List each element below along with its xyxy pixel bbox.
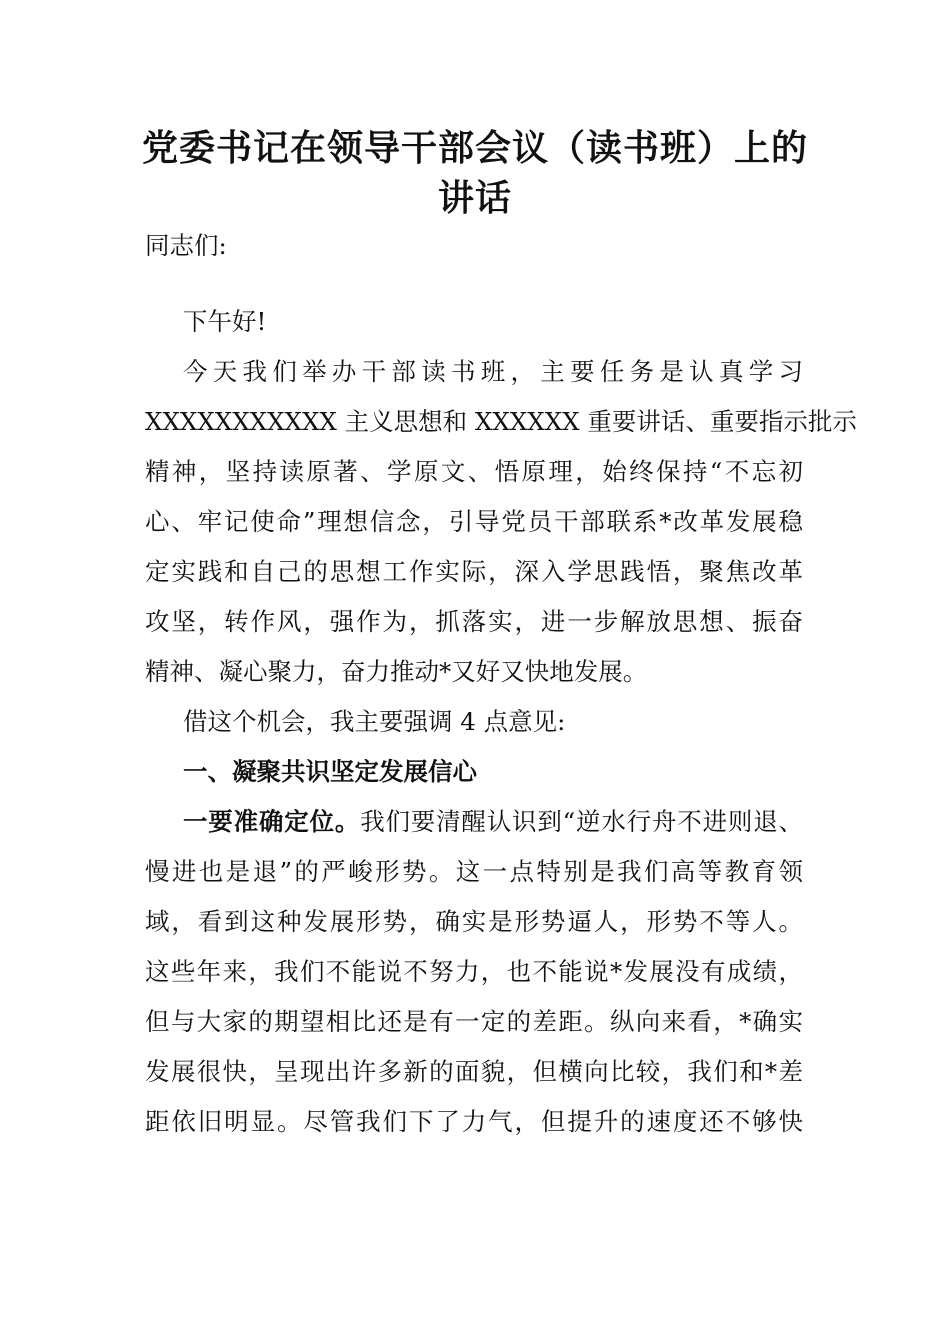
paragraph-line: 今天我们举办干部读书班，主要任务是认真学习: [183, 357, 803, 386]
paragraph-line: 但与大家的期望相比还是有一定的差距。纵向来看，*确实: [145, 1007, 803, 1036]
paragraph-line: 攻坚，转作风，强作为，抓落实，进一步解放思想、振奋: [145, 607, 803, 636]
document-title-line-1: 党委书记在领导干部会议（读书班）上的: [141, 127, 808, 169]
greeting: 下午好!: [183, 307, 267, 336]
paragraph-line: XXXXXXXXXXX 主义思想和 XXXXXX 重要讲话、重要指示批示: [145, 407, 857, 436]
paragraph-line: 域，看到这种发展形势，确实是形势逼人，形势不等人。: [145, 907, 803, 936]
paragraph-line: 这些年来，我们不能说不努力，也不能说*发展没有成绩，: [145, 957, 803, 986]
paragraph-line: 距依旧明显。尽管我们下了力气，但提升的速度还不够快: [145, 1107, 803, 1136]
paragraph-line: 精神、凝心聚力，奋力推动*又好又快地发展。: [145, 657, 648, 686]
intro-line: 借这个机会，我主要强调 4 点意见:: [183, 707, 566, 736]
point-lead: 一要准确定位。: [183, 807, 361, 836]
paragraph-line: 发展很快，呈现出许多新的面貌，但横向比较，我们和*差: [145, 1057, 803, 1086]
point-text: 我们要清醒认识到“逆水行舟不进则退、: [360, 807, 804, 836]
paragraph-line: 精神，坚持读原著、学原文、悟原理，始终保持“不忘初: [145, 457, 803, 486]
document-title-line-2: 讲话: [437, 177, 512, 219]
paragraph-line: 心、牢记使命”理想信念，引导党员干部联系*改革发展稳: [145, 507, 803, 536]
paragraph-line-first: [183, 797, 803, 847]
paragraph-line: 定实践和自己的思想工作实际，深入学思践悟，聚焦改革: [145, 557, 803, 586]
section-heading: 一、凝聚共识坚定发展信心: [183, 757, 477, 786]
paragraph-line: 慢进也是退”的严峻形势。这一点特别是我们高等教育领: [145, 857, 803, 886]
salutation: 同志们:: [145, 231, 227, 260]
